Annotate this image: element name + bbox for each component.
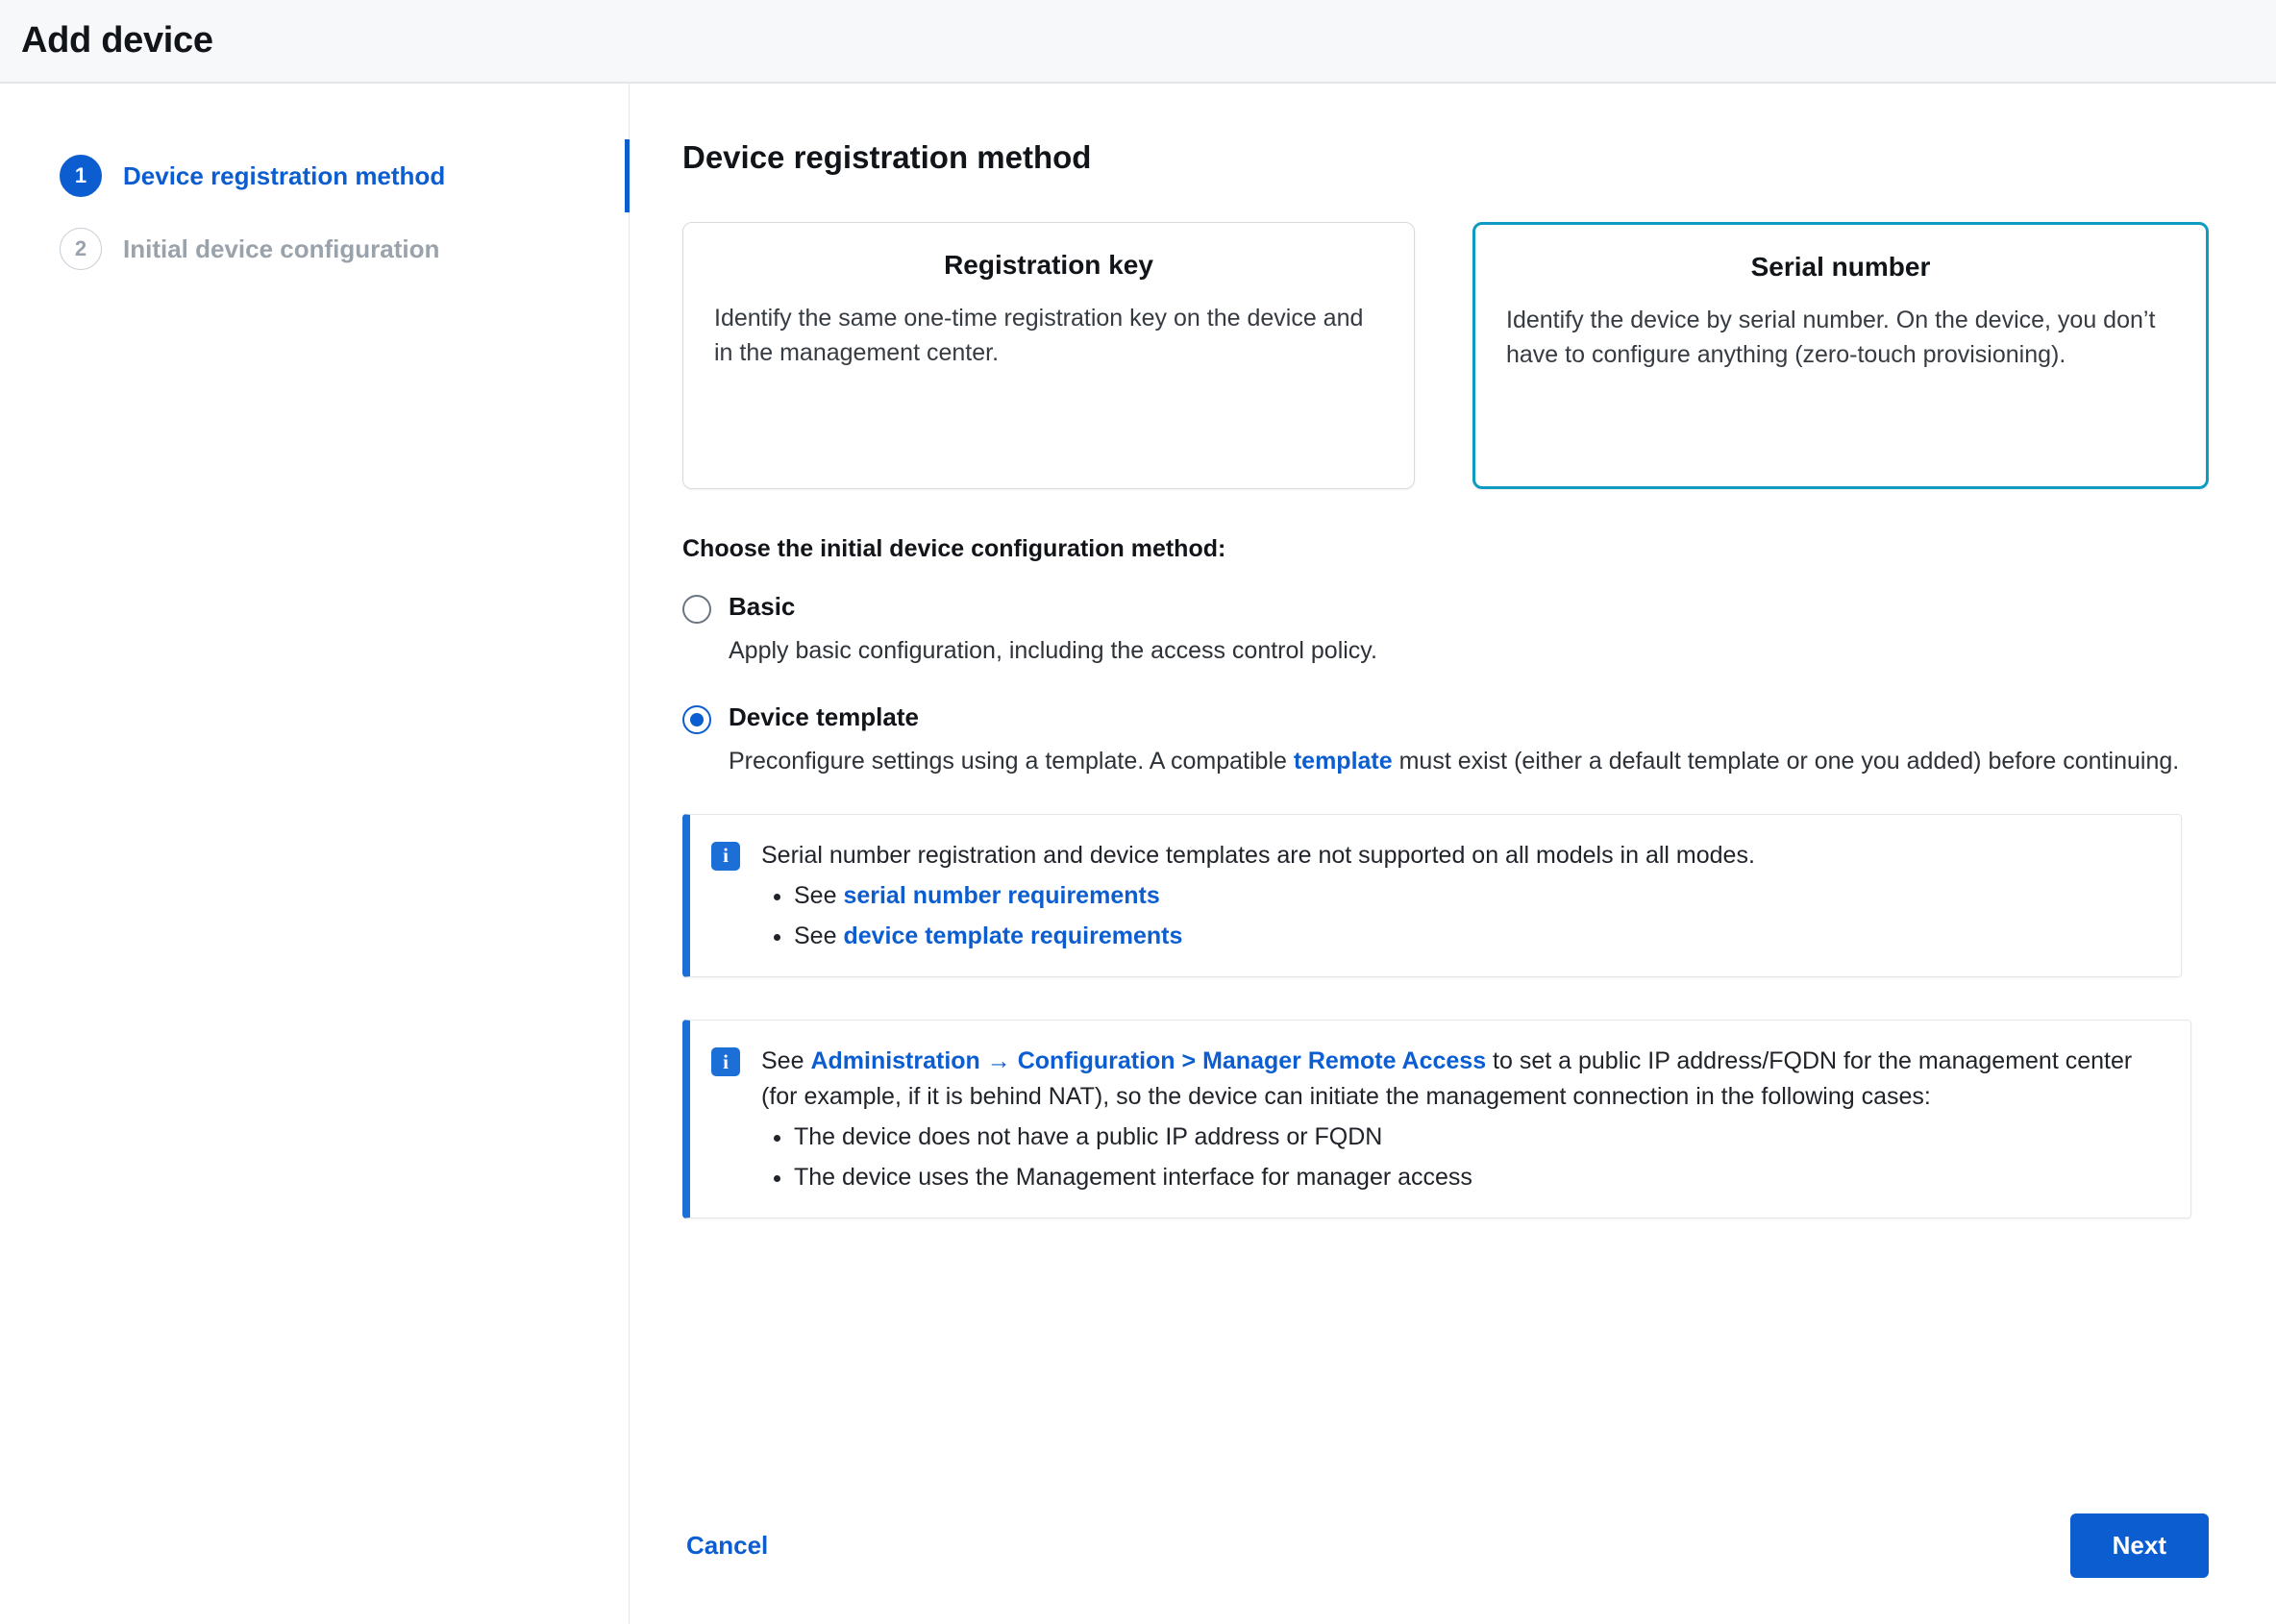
cancel-button[interactable]: Cancel (682, 1523, 772, 1568)
card-serial-number[interactable] (1472, 222, 2209, 489)
panel-heading: Device registration method (682, 139, 1092, 175)
card-serial-number-title: Serial number (1750, 252, 1931, 282)
radio-basic-label: Basic (729, 592, 796, 621)
card-registration-key-description: Identify the same one-time registration key on the device and in the management center. (714, 305, 1364, 366)
callout-remote-access-text (761, 1044, 2165, 1114)
callout-support-note-body (761, 838, 1755, 954)
template-link[interactable]: template (1293, 748, 1393, 775)
info-icon: i (711, 1047, 740, 1076)
sidebar-item-initial-device-configuration[interactable] (0, 212, 629, 285)
list-item (794, 919, 1755, 953)
callout-remote-access-note (682, 1020, 2191, 1218)
card-registration-key-title: Registration key (944, 250, 1153, 280)
wizard-content-panel (630, 84, 2276, 1624)
next-button[interactable]: Next (2070, 1513, 2209, 1578)
callout-remote-access-body (761, 1044, 2165, 1194)
bullet-prefix: See (794, 923, 844, 949)
device-template-requirements-link[interactable]: device template requirements (843, 923, 1183, 949)
radio-device-template-label: Device template (729, 702, 919, 732)
registration-method-cards (682, 222, 2209, 489)
callout-remote-access-list (761, 1120, 2165, 1195)
manager-remote-access-link[interactable]: Administration → Configuration > Manager Remote Access (810, 1047, 1487, 1075)
sidebar-item-device-registration-method[interactable] (0, 139, 629, 212)
radio-device-template-description (729, 744, 2209, 778)
page-title: Add device (21, 20, 213, 61)
callout-support-note-list (761, 878, 1755, 954)
config-method-label: Choose the initial device configuration method: (682, 535, 1226, 562)
remote-access-suffix: to set a public IP address/FQDN for the management center (for example, if it is behind NAT), so the device can initiate the management connection in the following cases: (761, 1047, 2133, 1110)
radio-basic-icon[interactable] (682, 595, 711, 624)
device-template-desc-suffix: must exist (either a default template or one you added) before continuing. (1392, 748, 2180, 775)
serial-number-requirements-link[interactable]: serial number requirements (843, 881, 1160, 909)
card-registration-key[interactable] (682, 222, 1415, 489)
callout-support-note (682, 814, 2182, 978)
info-icon: i (711, 842, 740, 871)
wizard-footer (682, 1513, 2209, 1578)
list-item: • The device uses the Management interface for manager access (794, 1160, 2165, 1194)
device-template-desc-prefix: Preconfigure settings using a template. A compatible (729, 748, 1294, 775)
step-number-badge-2: 2 (60, 228, 102, 270)
step-number-badge-1: 1 (60, 155, 102, 197)
bullet-prefix: See (794, 881, 844, 909)
radio-basic-description: Apply basic configuration, including the access control policy. (729, 637, 1377, 664)
list-item: • The device does not have a public IP address or FQDN (794, 1120, 2165, 1154)
window-title-bar (0, 0, 2276, 83)
radio-option-device-template[interactable] (682, 702, 2209, 734)
wizard-step-list (0, 84, 630, 1624)
radio-device-template-icon[interactable] (682, 705, 711, 734)
step-label-1: Device registration method (123, 160, 446, 190)
card-serial-number-description: Identify the device by serial number. On the device, you don’t have to configure anything (zero-touch provisioning). (1506, 307, 2156, 368)
list-item (794, 878, 1755, 913)
wizard-container (0, 83, 2276, 1624)
radio-option-basic[interactable] (682, 592, 2209, 624)
remote-access-prefix: See (761, 1047, 811, 1075)
step-label-2: Initial device configuration (123, 234, 440, 263)
callout-support-note-text: Serial number registration and device templates are not supported on all models in all modes. (761, 841, 1755, 869)
